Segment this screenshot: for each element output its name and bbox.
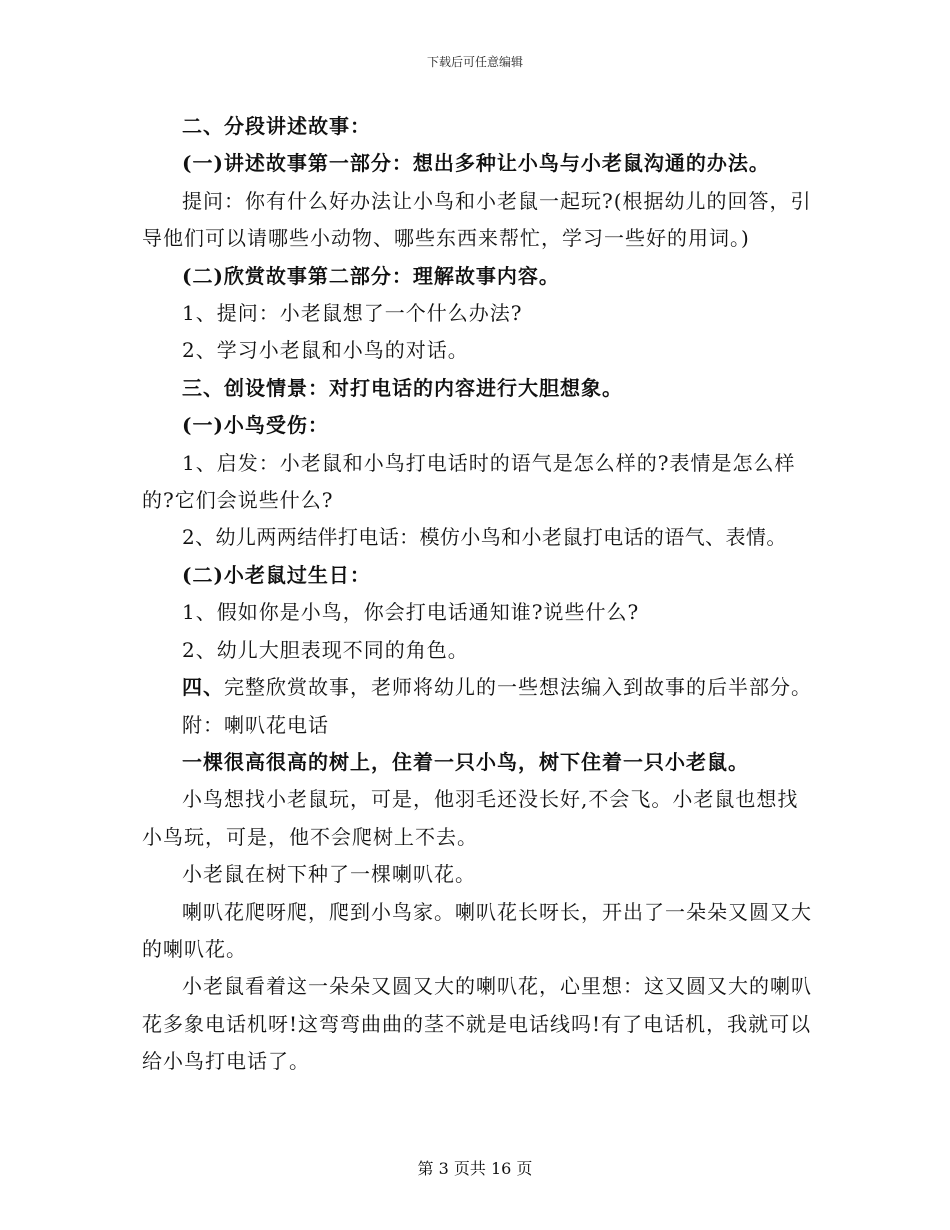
story-paragraph-2: 小鸟想找小老鼠玩，可是，他羽毛还没长好,不会飞。小老鼠也想找小鸟玩，可是，他不会爬树上不去。	[142, 787, 799, 849]
story-paragraph-4: 喇叭花爬呀爬，爬到小鸟家。喇叭花长呀长，开出了一朵朵又圆又大的喇叭花。	[142, 899, 812, 961]
list-item-3-1-2: 2、幼儿两两结伴打电话：模仿小鸟和小老鼠打电话的语气、表情。	[182, 525, 787, 550]
section-heading-2: 二、分段讲述故事：	[182, 114, 371, 138]
page-header: 下载后可任意编辑	[426, 55, 523, 69]
paragraph-question: 提问：你有什么好办法让小鸟和小老鼠一起玩?(根据幼儿的回答，引导他们可以请哪些小动物、哪些东西来帮忙，学习一些好的用词。)	[142, 188, 812, 251]
page-footer: 第 3 页共 16 页	[417, 1159, 533, 1178]
subsection-heading-2-2: (二)欣赏故事第二部分：理解故事内容。	[182, 263, 560, 288]
list-item-3-2-1: 1、假如你是小鸟，你会打电话通知谁?说些什么?	[182, 600, 640, 625]
section-text-4: 完整欣赏故事，老师将幼儿的一些想法编入到故事的后半部分。	[224, 675, 812, 700]
list-item-3-1-1: 1、启发：小老鼠和小鸟打电话时的语气是怎么样的?表情是怎么样的?它们会说些什么?	[142, 450, 796, 513]
section-paragraph-4	[142, 669, 812, 706]
subsection-heading-2-1: (一)讲述故事第一部分：想出多种让小鸟与小老鼠沟通的办法。	[182, 151, 770, 176]
section-heading-3: 三、创设情景：对打电话的内容进行大胆想象。	[182, 375, 623, 400]
document-body	[142, 108, 832, 1081]
appendix-title: 附：喇叭花电话	[182, 712, 329, 737]
story-paragraph-3: 小老鼠在树下种了一棵喇叭花。	[182, 862, 476, 887]
subsection-heading-3-1: (一)小鸟受伤：	[182, 413, 329, 438]
list-item-2-2-1: 1、提问：小老鼠想了一个什么办法?	[182, 301, 523, 326]
list-item-2-2-2: 2、学习小老鼠和小鸟的对话。	[182, 338, 469, 363]
section-number-4: 四、	[182, 675, 224, 700]
subsection-heading-3-2: (二)小老鼠过生日：	[182, 562, 371, 587]
list-item-3-2-2: 2、幼儿大胆表现不同的角色。	[182, 637, 469, 662]
story-paragraph-1: 一棵很高很高的树上，住着一只小鸟，树下住着一只小老鼠。	[182, 749, 749, 774]
story-paragraph-5: 小老鼠看着这一朵朵又圆又大的喇叭花，心里想：这又圆又大的喇叭花多象电话机呀!这弯弯曲曲的茎不就是电话线吗!有了电话机，我就可以给小鸟打电话了。	[142, 974, 812, 1074]
